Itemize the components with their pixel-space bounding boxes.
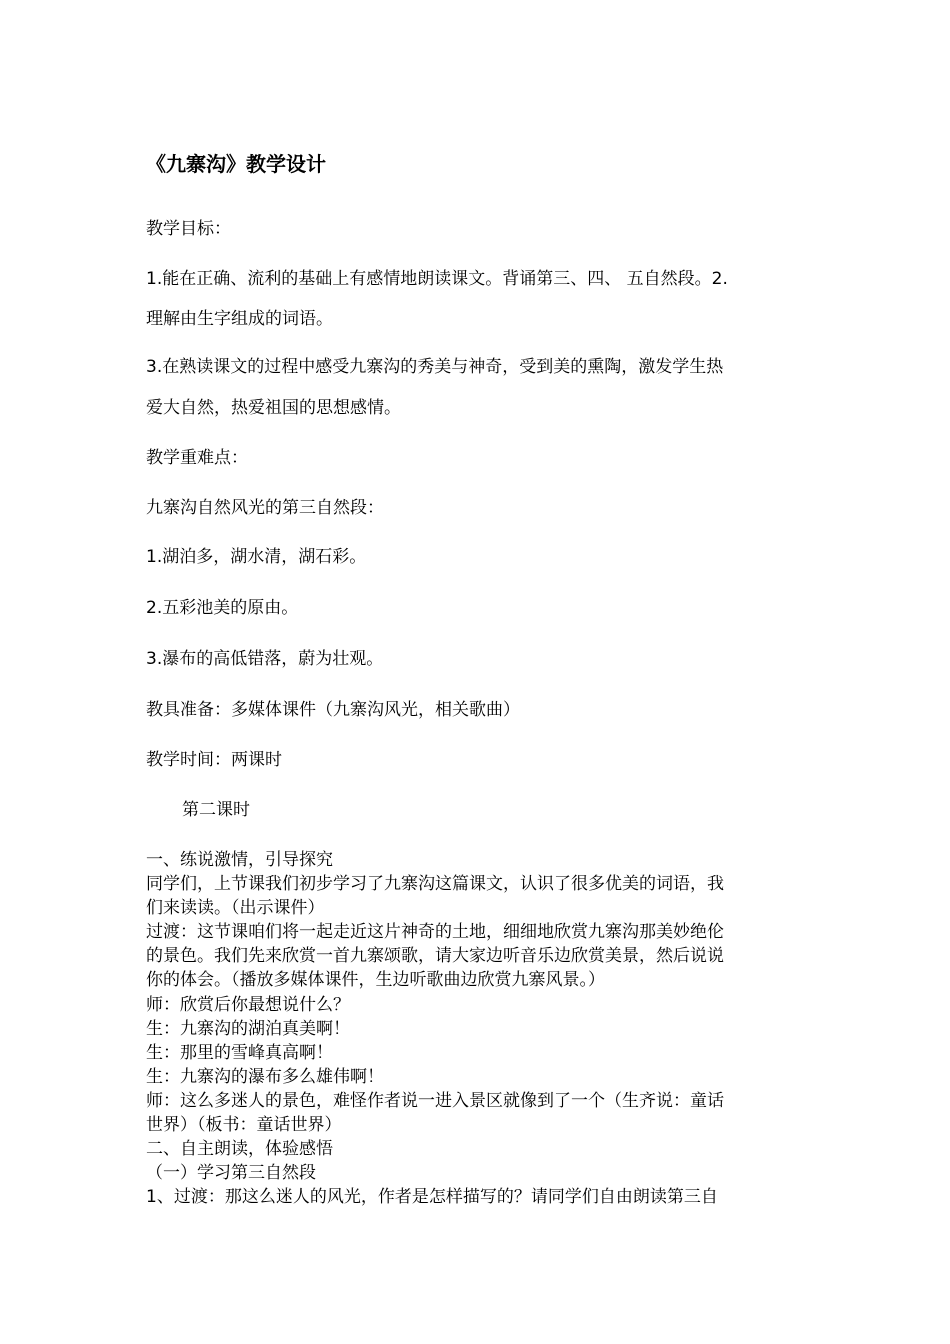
key-points-intro: 九寨沟自然风光的第三自然段：: [146, 498, 384, 518]
goal-1-line-2: 理解由生字组成的词语。: [146, 309, 333, 329]
body-line: 师：这么多迷人的景色，难怪作者说一进入景区就像到了一个（生齐说：童话: [146, 1090, 724, 1111]
key-points-heading: 教学重难点：: [146, 448, 248, 468]
body-line: 生：九寨沟的湖泊真美啊！: [146, 1018, 350, 1039]
key-point-1: 1.湖泊多，湖水清，湖石彩。: [146, 547, 367, 567]
goal-3-line-1: 3.在熟读课文的过程中感受九寨沟的秀美与神奇，受到美的熏陶，激发学生热: [146, 357, 724, 377]
body-line: 你的体会。（播放多媒体课件，生边听歌曲边欣赏九寨风景。）: [146, 970, 605, 991]
body-line: 一、练说激情，引导探究: [146, 850, 333, 870]
body-line: 1、过渡：那这么迷人的风光，作者是怎样描写的？请同学们自由朗读第三自: [146, 1187, 718, 1208]
goal-3-line-2: 爱大自然，热爱祖国的思想感情。: [146, 398, 401, 418]
body-line: 过渡：这节课咱们将一起走近这片神奇的土地，细细地欣赏九寨沟那美妙绝伦: [146, 922, 724, 943]
time-line: 教学时间：两课时: [146, 750, 282, 770]
body-line: 世界）（板书：童话世界）: [146, 1115, 342, 1136]
lesson-body: [146, 848, 816, 1209]
document-title: 《九寨沟》教学设计: [146, 152, 326, 176]
body-line: 的景色。我们先来欣赏一首九寨颂歌，请大家边听音乐边欣赏美景，然后说说: [146, 946, 724, 967]
key-point-3: 3.瀑布的高低错落，蔚为壮观。: [146, 649, 384, 669]
body-line: （一）学习第三自然段: [146, 1163, 316, 1184]
body-line: 生：那里的雪峰真高啊！: [146, 1042, 333, 1063]
body-line: 二、自主朗读，体验感悟: [146, 1139, 333, 1160]
body-line: 同学们，上节课我们初步学习了九寨沟这篇课文，认识了很多优美的词语，我: [146, 874, 724, 895]
body-line: 师：欣赏后你最想说什么？: [146, 994, 350, 1015]
goal-1-line-1: 1.能在正确、流利的基础上有感情地朗读课文。背诵第三、四、 五自然段。2.: [146, 269, 728, 289]
body-line: 们来读读。（出示课件）: [146, 898, 325, 919]
goals-heading: 教学目标：: [146, 219, 231, 239]
lesson-heading: 第二课时: [182, 800, 250, 820]
key-point-2: 2.五彩池美的原由。: [146, 598, 299, 618]
materials-line: 教具准备：多媒体课件（九寨沟风光，相关歌曲）: [146, 700, 520, 720]
body-line: 生：九寨沟的瀑布多么雄伟啊！: [146, 1066, 384, 1087]
